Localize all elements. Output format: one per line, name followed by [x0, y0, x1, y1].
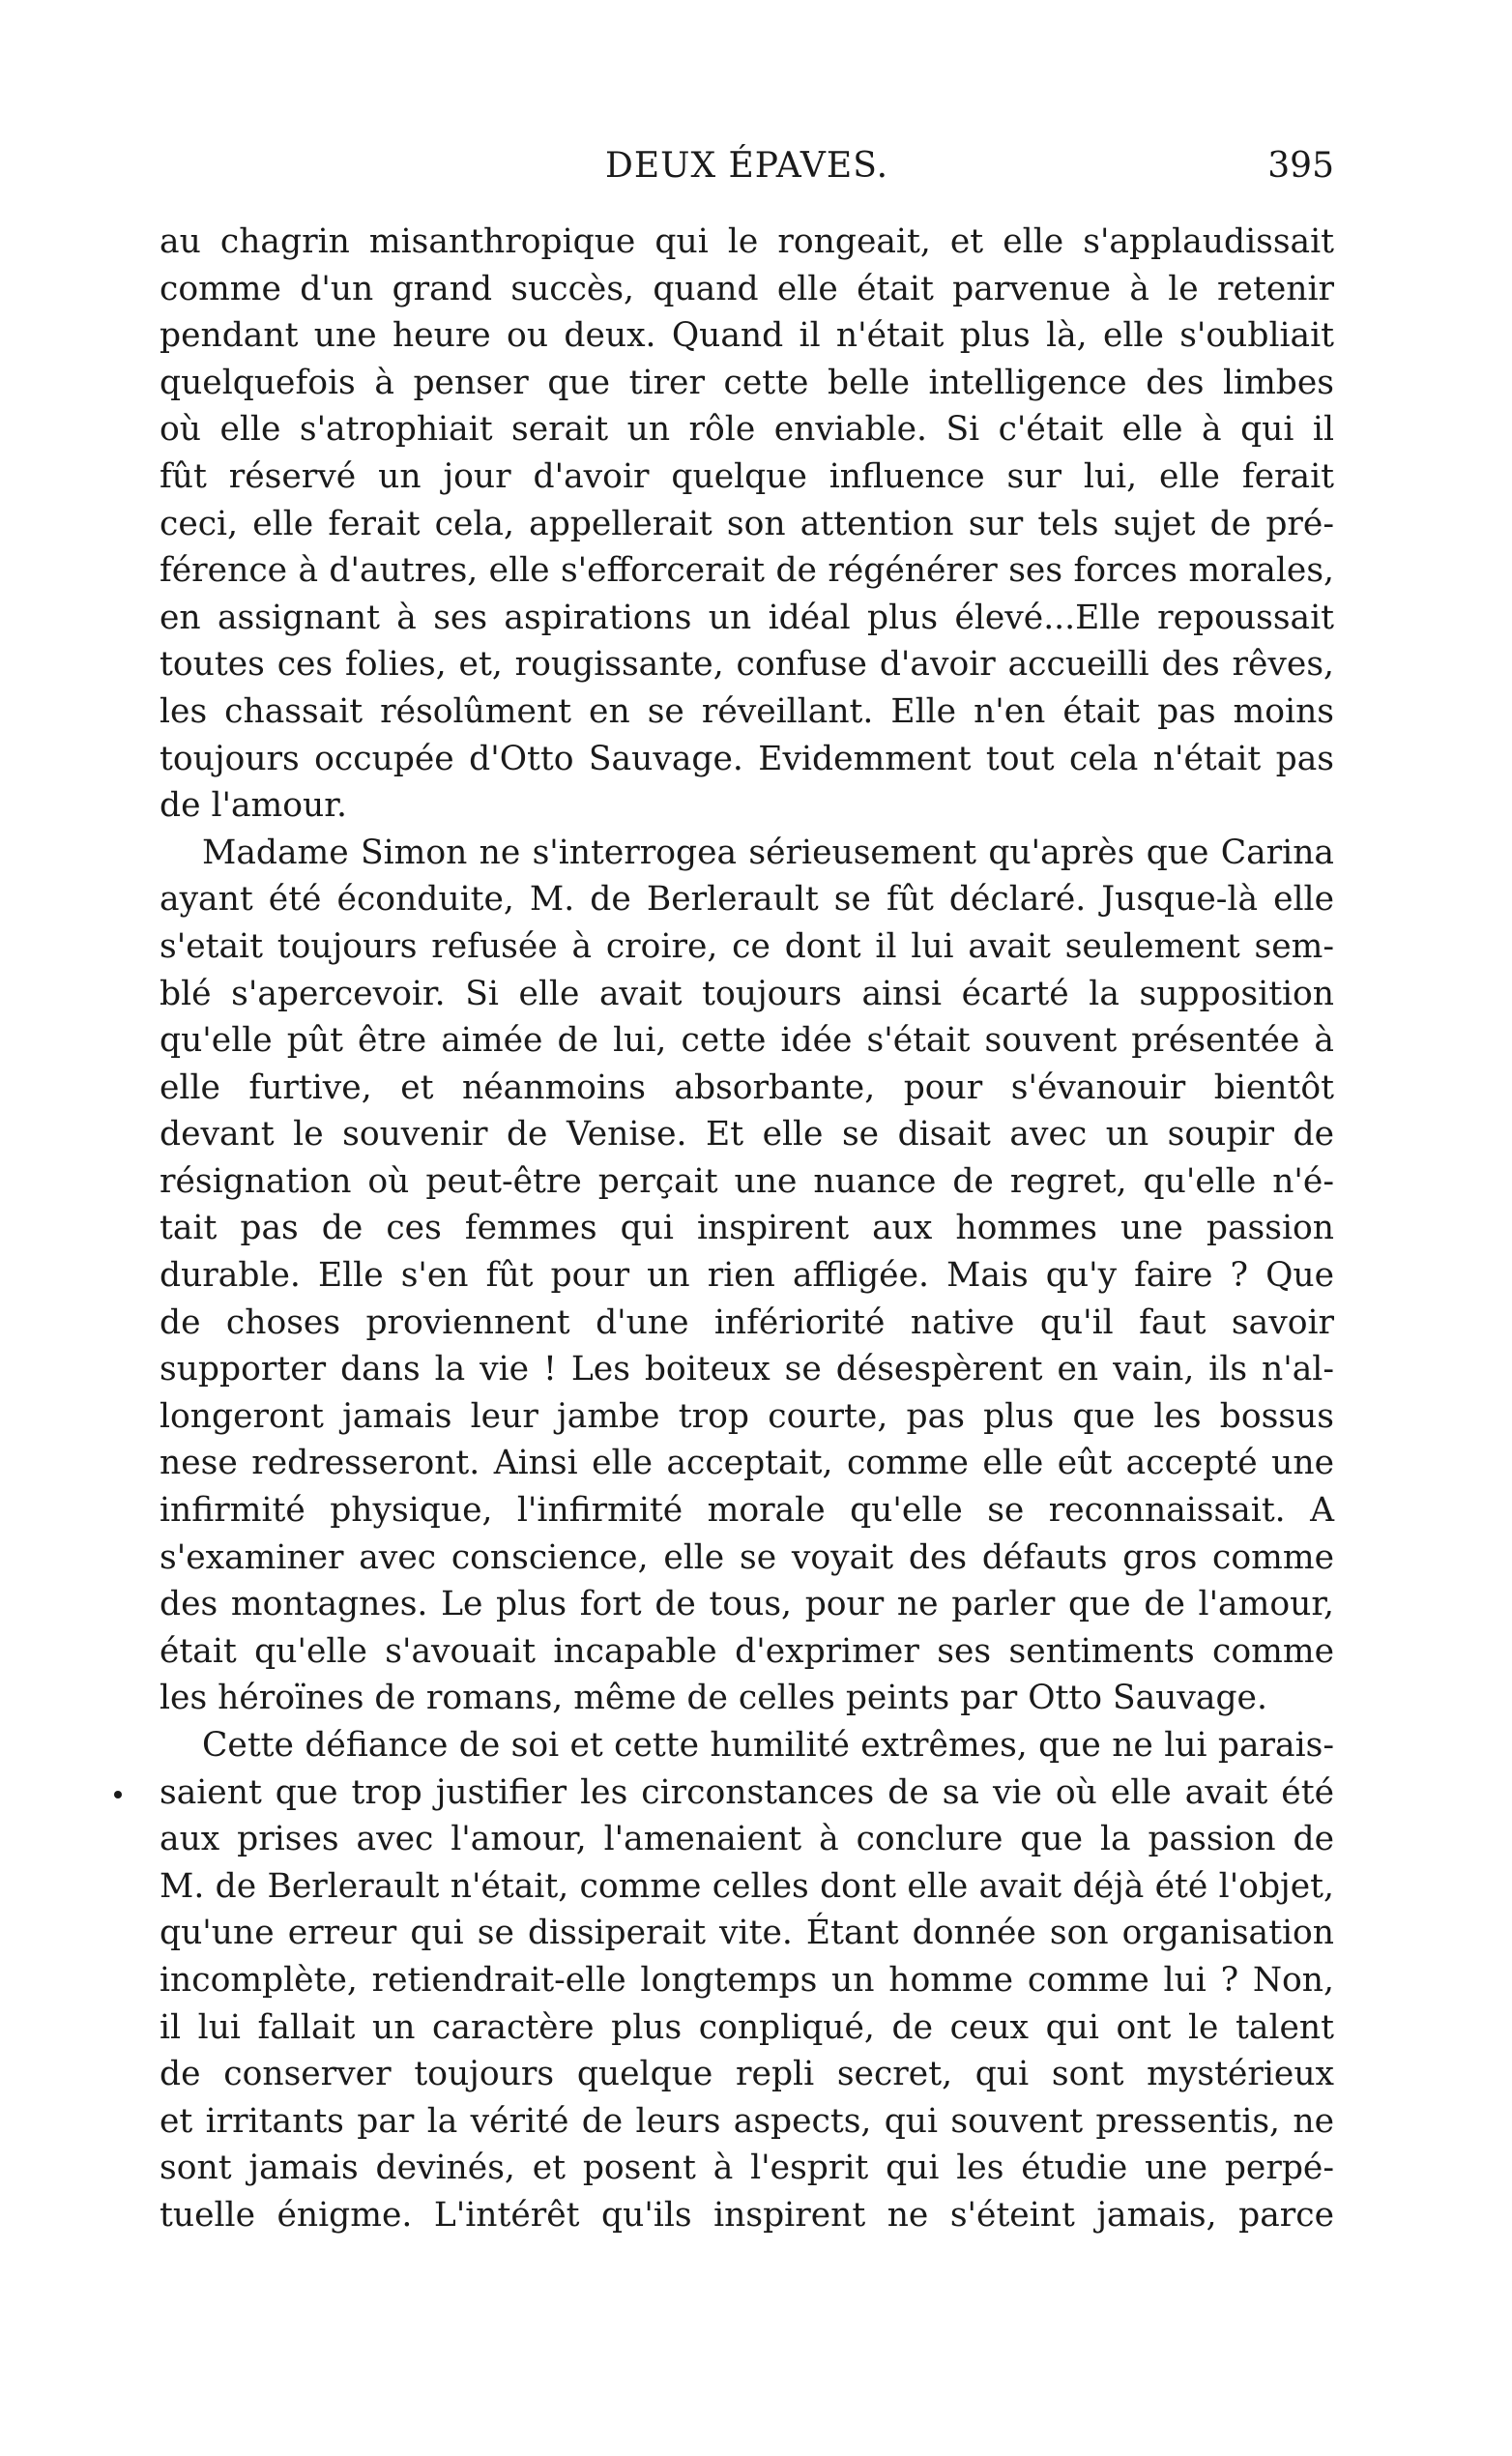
text-line: ceci, elle ferait cela, appellerait son attention sur tels sujet de pré- — [160, 504, 1334, 543]
text-line: il lui fallait un caractère plus conpliqué, de ceux qui ont le talent — [160, 2007, 1334, 2047]
text-line: et irritants par la vérité de leurs aspects, qui souvent pressentis, ne — [160, 2101, 1334, 2141]
text-line: M. de Berlerault n'était, comme celles dont elle avait déjà été l'objet, — [160, 1866, 1334, 1906]
text-line: de conserver toujours quelque repli secret, qui sont mystérieux — [160, 2055, 1334, 2094]
text-line: comme d'un grand succès, quand elle était parvenue à le retenir — [160, 269, 1334, 308]
running-head — [160, 137, 1334, 195]
running-title: DEUX ÉPAVES. — [604, 146, 889, 186]
text-line: fût réservé un jour d'avoir quelque influence sur lui, elle ferait — [160, 456, 1334, 496]
paragraph-2 — [160, 830, 1334, 1722]
text-line: de choses proviennent d'une infériorité native qu'il faut savoir — [160, 1302, 1334, 1342]
text-line: en assignant à ses aspirations un idéal plus élevé...Elle repoussait — [160, 598, 1334, 637]
text-line: les chassait résolûment en se réveillant. Elle n'en était pas moins — [160, 691, 1334, 731]
text-line: au chagrin misanthropique qui le rongeait, et elle s'applaudissait — [160, 222, 1334, 261]
text-line: pendant une heure ou deux. Quand il n'était plus là, elle s'oubliait — [160, 316, 1334, 356]
text-line: tuelle énigme. L'intérêt qu'ils inspirent ne s'éteint jamais, parce — [160, 2195, 1334, 2235]
text-line: longeront jamais leur jambe trop courte, pas plus que les bossus — [160, 1396, 1334, 1436]
text-line: sont jamais devinés, et posent à l'esprit qui les étudie une perpé- — [160, 2149, 1334, 2188]
text-line: toujours occupée d'Otto Sauvage. Evidemment tout cela n'était pas — [160, 739, 1334, 778]
text-line: qu'une erreur qui se dissiperait vite. Étant donnée son organisation — [160, 1914, 1334, 1953]
text-line: devant le souvenir de Venise. Et elle se disait avec un soupir de — [160, 1115, 1334, 1155]
text-line: des montagnes. Le plus fort de tous, pour ne parler que de l'amour, — [160, 1585, 1334, 1624]
text-line: Madame Simon ne s'interrogea sérieusement qu'après que Carina — [202, 833, 1334, 872]
text-line: Cette défiance de soi et cette humilité extrêmes, que ne lui parais- — [202, 1726, 1334, 1765]
text-line: elle furtive, et néanmoins absorbante, pour s'évanouir bientôt — [160, 1067, 1334, 1107]
margin-dot-mark — [114, 1791, 122, 1798]
text-line: férence à d'autres, elle s'efforcerait de régénérer ses forces morales, — [160, 551, 1334, 591]
text-line: nese redresseront. Ainsi elle acceptait, comme elle eût accepté une — [160, 1444, 1334, 1483]
text-line: saient que trop justifier les circonstances de sa vie où elle avait été — [160, 1772, 1334, 1812]
text-line: de l'amour. — [160, 786, 347, 826]
text-line: les héroïnes de romans, même de celles peints par Otto Sauvage. — [160, 1679, 1267, 1718]
paragraph-1 — [160, 219, 1334, 830]
text-line: aux prises avec l'amour, l'amenaient à conclure que la passion de — [160, 1820, 1334, 1859]
text-line: ayant été éconduite, M. de Berlerault se fût déclaré. Jusque-là elle — [160, 880, 1334, 920]
text-line: résignation où peut-être perçait une nuance de regret, qu'elle n'é- — [160, 1161, 1334, 1201]
text-line: s'etait toujours refusée à croire, ce dont il lui avait seulement sem- — [160, 926, 1334, 966]
page-number: 395 — [1267, 146, 1334, 186]
text-line: quelquefois à penser que tirer cette belle intelligence des limbes — [160, 363, 1334, 402]
text-line: supporter dans la vie ! Les boiteux se désespèrent en vain, ils n'al- — [160, 1350, 1334, 1389]
text-line: qu'elle pût être aimée de lui, cette idée s'était souvent présentée à — [160, 1021, 1334, 1061]
text-line: était qu'elle s'avouait incapable d'exprimer ses sentiments comme — [160, 1631, 1334, 1671]
text-line: s'examiner avec conscience, elle se voyait des défauts gros comme — [160, 1537, 1334, 1577]
text-line: toutes ces folies, et, rougissante, confuse d'avoir accueilli des rêves, — [160, 645, 1334, 685]
text-line: où elle s'atrophiait serait un rôle enviable. Si c'était elle à qui il — [160, 410, 1334, 450]
body-text — [160, 219, 1334, 2239]
text-line: tait pas de ces femmes qui inspirent aux hommes une passion — [160, 1209, 1334, 1248]
text-line: durable. Elle s'en fût pour un rien affligée. Mais qu'y faire ? Que — [160, 1256, 1334, 1296]
text-line: blé s'apercevoir. Si elle avait toujours ainsi écarté la supposition — [160, 974, 1334, 1013]
text-line: incomplète, retiendrait-elle longtemps un homme comme lui ? Non, — [160, 1960, 1334, 2000]
paragraph-3 — [160, 1722, 1334, 2239]
text-line: infirmité physique, l'infirmité morale qu'elle se reconnaissait. A — [160, 1491, 1334, 1531]
